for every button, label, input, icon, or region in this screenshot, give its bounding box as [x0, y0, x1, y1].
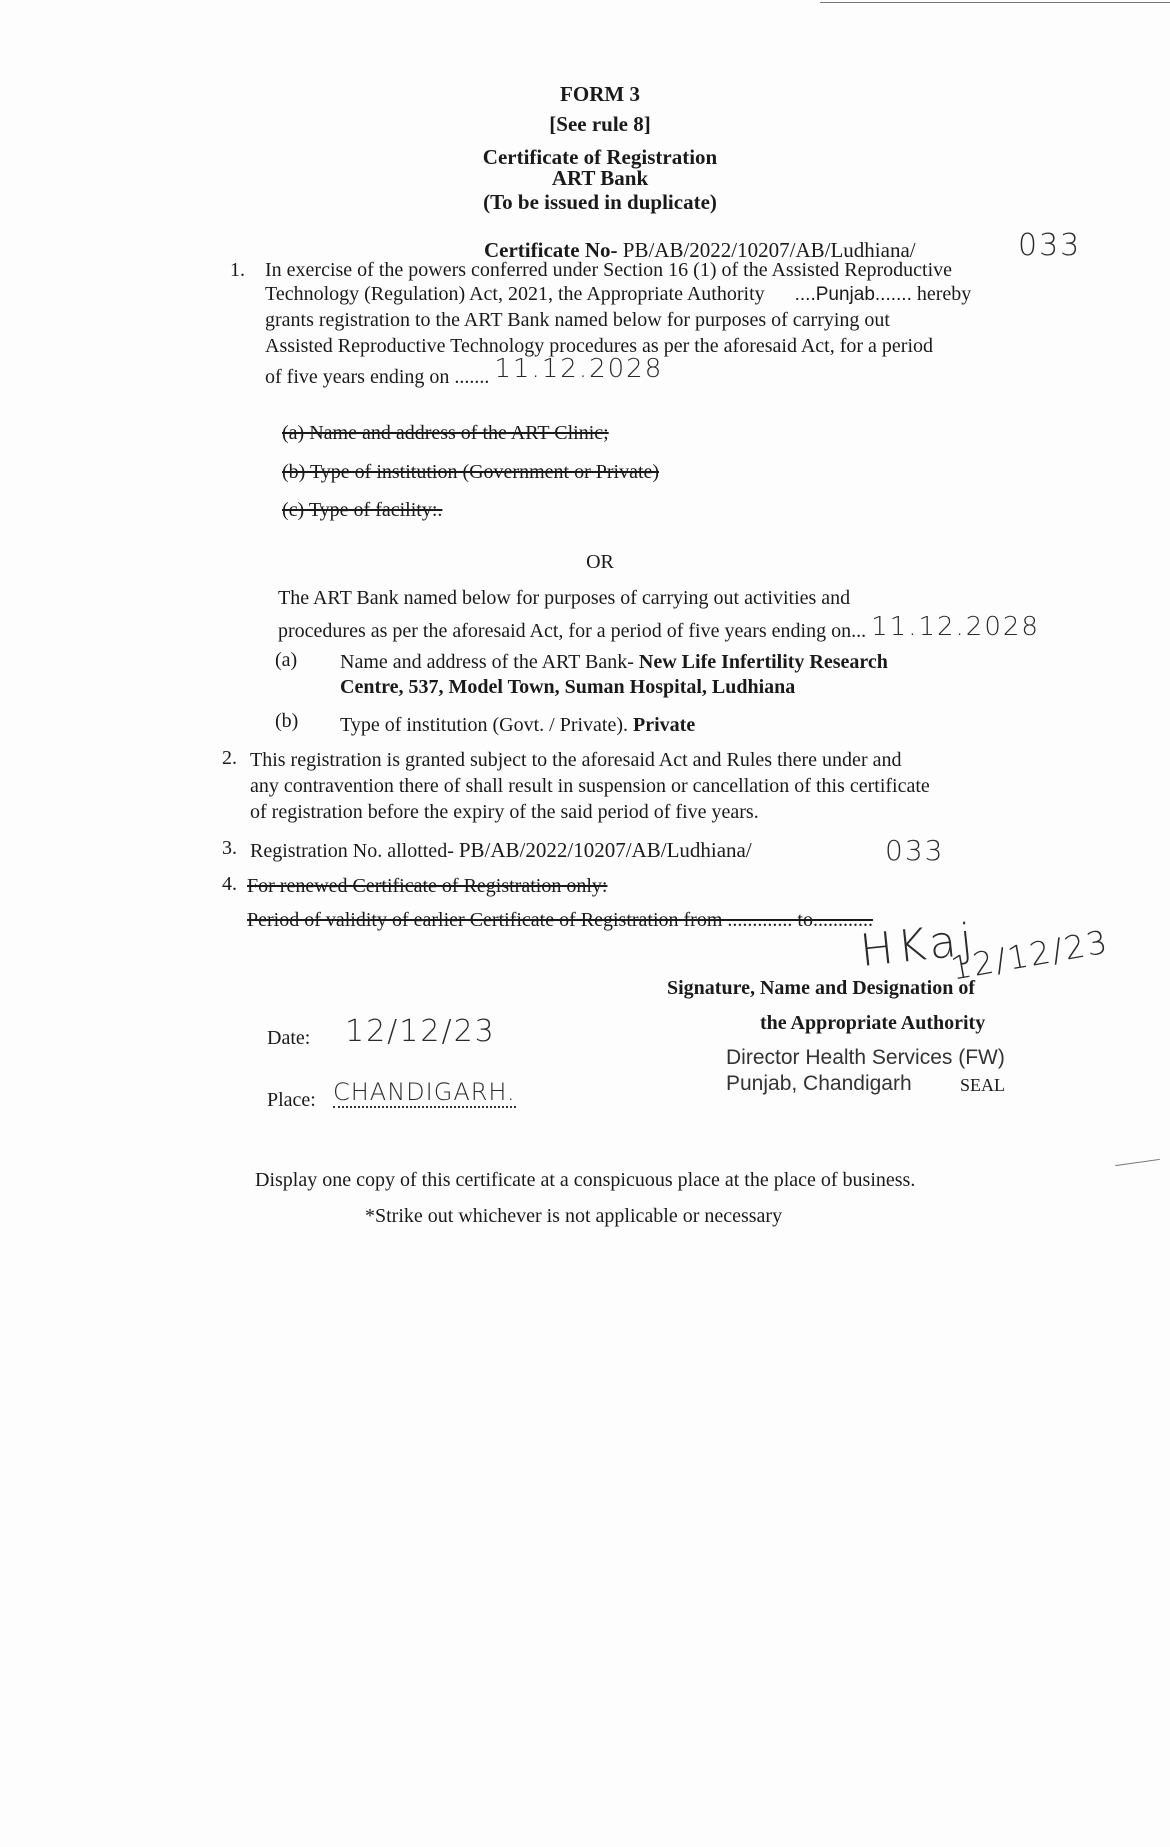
struck-institution-type: (b) Type of institution (Government or Private)	[282, 461, 660, 483]
item3-number: 3.	[222, 837, 237, 859]
registration-number: PB/AB/2022/10207/AB/Ludhiana/	[458, 838, 752, 862]
date-label: Date:	[267, 1027, 311, 1049]
certificate-title: Certificate of Registration	[482, 145, 718, 169]
alt-line2-text: procedures as per the aforesaid Act, for a period of five years ending on...	[278, 620, 867, 642]
form-number: FORM 3	[560, 82, 640, 106]
art-bank-name: New Life Infertility Research	[638, 651, 888, 673]
item1-number: 1.	[230, 259, 245, 281]
signature-caption-line1: Signature, Name and Designation of	[667, 977, 975, 999]
scan-edge-line	[820, 2, 1170, 3]
date-value: 12/12/23	[345, 1014, 496, 1049]
alt-a-line	[340, 652, 888, 672]
item2-line2: any contravention there of shall result in suspension or cancellation of this certificate	[250, 775, 930, 797]
item4-line2: Period of validity of earlier Certificate of Registration from ............. to............	[247, 909, 873, 931]
alt-line2	[278, 612, 1040, 642]
certificate-number: PB/AB/2022/10207/AB/Ludhiana/	[622, 238, 916, 262]
alt-a-text: Name and address of the ART Bank-	[340, 651, 634, 673]
item1-line3: grants registration to the ART Bank named below for purposes of carrying out	[265, 309, 890, 331]
footer-display-note: Display one copy of this certificate at a conspicuous place at the place of business.	[255, 1169, 916, 1191]
alt-a-label: (a)	[275, 649, 298, 671]
institution-type-label: Type of institution (Govt. / Private).	[340, 714, 629, 736]
institution-type-value: Private	[633, 714, 696, 736]
item4-number: 4.	[222, 873, 237, 895]
signature-scrawl: HKaj	[857, 914, 979, 977]
item1-line2	[265, 284, 971, 304]
item1-expiry-date: 11.12.2028	[494, 354, 664, 384]
rule-reference: [See rule 8]	[549, 112, 651, 136]
item1-line2-end: hereby	[916, 283, 972, 305]
item1-line1: In exercise of the powers conferred under Section 16 (1) of the Assisted Reproductive	[265, 259, 953, 281]
certificate-number-line	[484, 240, 916, 261]
alt-line1: The ART Bank named below for purposes of carrying out activities and	[278, 587, 851, 609]
alt-b-line	[340, 715, 695, 735]
item1-line5	[265, 354, 664, 388]
item4-line1: For renewed Certificate of Registration only:	[247, 875, 608, 897]
seal-label: SEAL	[960, 1075, 1005, 1095]
or-separator: OR	[586, 551, 614, 573]
place-label: Place:	[267, 1089, 316, 1111]
struck-facility-type: (c) Type of facility:.	[282, 499, 443, 521]
struck-clinic-name: (a) Name and address of the ART Clinic;	[282, 422, 609, 444]
registration-label: Registration No. allotted-	[250, 840, 454, 862]
duplicate-note: (To be issued in duplicate)	[483, 190, 717, 214]
certificate-label: Certificate No-	[484, 238, 618, 262]
alt-expiry-date: 11.12.2028	[871, 612, 1040, 642]
footer-strike-note: *Strike out whichever is not applicable or necessary	[365, 1205, 783, 1227]
item3-line	[250, 840, 752, 861]
authority-name: ....Punjab.......	[794, 284, 912, 305]
stamp-designation: Director Health Services (FW)	[726, 1046, 1005, 1069]
item2-number: 2.	[222, 747, 237, 769]
place-value: CHANDIGARH.	[333, 1078, 516, 1106]
item1-line2-text: Technology (Regulation) Act, 2021, the Appropriate Authority	[265, 283, 765, 305]
stamp-location: Punjab, Chandigarh	[726, 1072, 912, 1095]
art-bank-title: ART Bank	[551, 166, 649, 190]
signature-date: 12/12/23	[947, 922, 1112, 988]
item1-line5-text: of five years ending on .......	[265, 366, 490, 388]
item2-line3: of registration before the expiry of the said period of five years.	[250, 801, 759, 823]
alt-b-label: (b)	[275, 710, 299, 732]
signature-caption-line2: the Appropriate Authority	[760, 1012, 986, 1034]
item2-line1: This registration is granted subject to the aforesaid Act and Rules there under and	[250, 749, 902, 771]
art-bank-address: Centre, 537, Model Town, Suman Hospital, Ludhiana	[340, 676, 796, 698]
item1-line4: Assisted Reproductive Technology procedures as per the aforesaid Act, for a period	[265, 335, 934, 357]
scan-mark	[1115, 1159, 1160, 1166]
certificate-handwritten-number: 033	[1018, 228, 1082, 263]
registration-handwritten-number: 033	[885, 834, 945, 867]
